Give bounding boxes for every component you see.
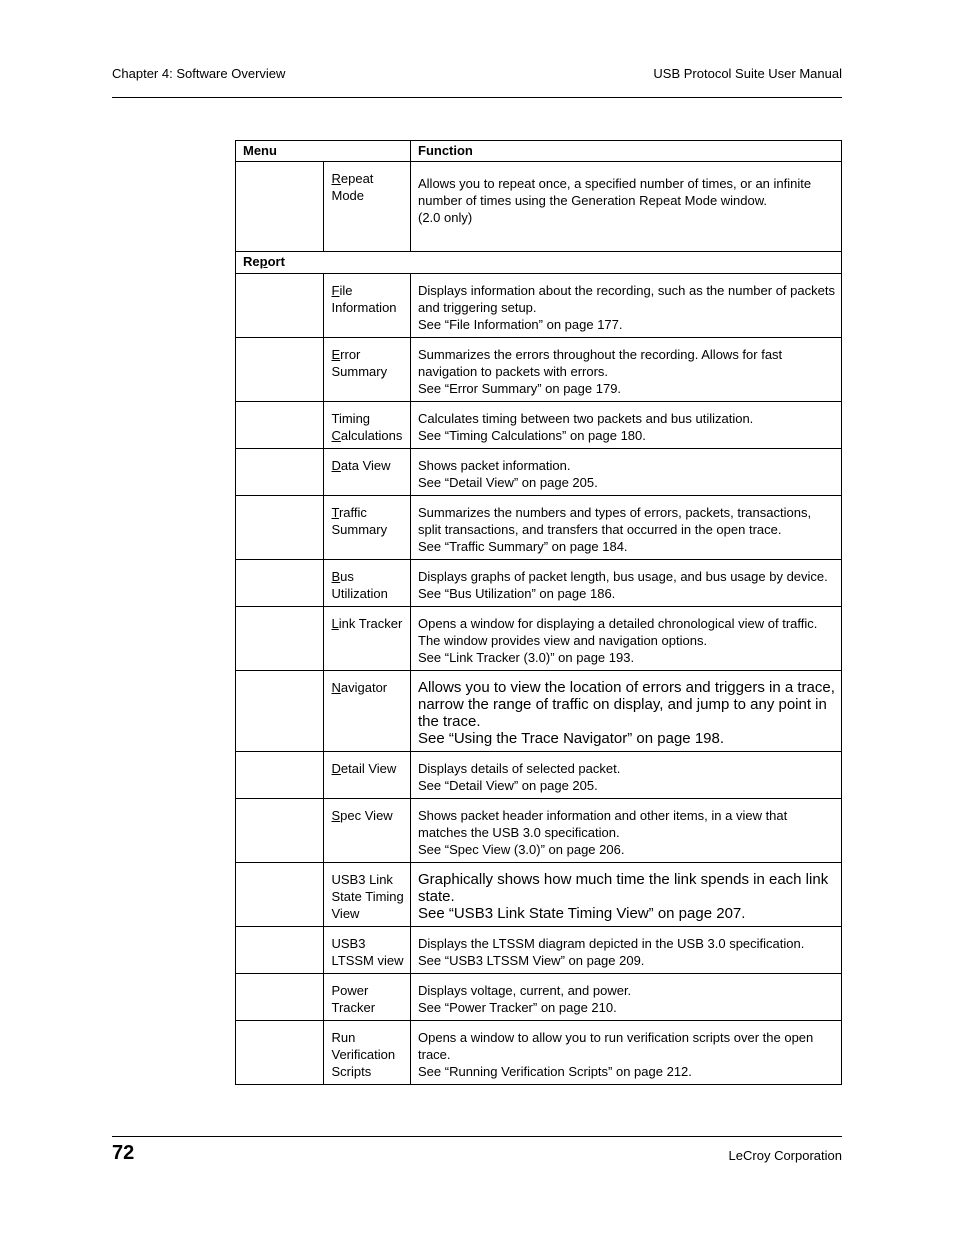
cross-reference: See “Detail View” on page 205. (418, 475, 598, 490)
function-description: Graphically shows how much time the link spends in each link state. (418, 871, 829, 905)
table-row (236, 402, 842, 449)
table-row (236, 1021, 842, 1085)
running-header-chapter: Chapter 4: Software Overview (112, 66, 286, 81)
menu-item-name: Link Tracker (323, 607, 411, 671)
table-row (236, 974, 842, 1021)
report-menu-table (235, 140, 842, 1085)
menu-item-name: Data View (323, 449, 411, 496)
menu-item-function (411, 927, 842, 974)
menu-item-name: File Information (323, 274, 411, 338)
cross-reference: See “Error Summary” on page 179. (418, 381, 622, 396)
function-description: Opens a window to allow you to run verification scripts over the open trace. (418, 1030, 814, 1062)
table-header-row (236, 141, 842, 162)
table-row (236, 338, 842, 402)
menu-item-name: Navigator (323, 671, 411, 752)
menu-item-function (411, 974, 842, 1021)
function-description: Summarizes the numbers and types of errors, packets, transactions, split transactions, and transfers that occurred in the open trace. (418, 505, 812, 537)
cross-reference: See “Timing Calculations” on page 180. (418, 428, 646, 443)
table-row (236, 162, 842, 252)
table-row (236, 671, 842, 752)
table-row (236, 752, 842, 799)
header-rule (112, 97, 842, 98)
menu-item-name: Bus Utilization (323, 560, 411, 607)
menu-item-function (411, 496, 842, 560)
function-description: Allows you to view the location of errors and triggers in a trace, narrow the range of traffic on display, and jump to any point in the trace. (418, 679, 835, 730)
table-row (236, 863, 842, 927)
menu-column-header: Menu (236, 141, 411, 162)
menu-item-function (411, 671, 842, 752)
page-number: 72 (112, 1142, 135, 1164)
menu-item-function (411, 752, 842, 799)
cross-reference: See “Using the Trace Navigator” on page 198. (418, 730, 725, 747)
table-row (236, 927, 842, 974)
menu-item-function (411, 1021, 842, 1085)
function-description: Displays information about the recording, such as the number of packets and triggering setup. (418, 283, 835, 315)
cross-reference: See “Link Tracker (3.0)” on page 193. (418, 650, 635, 665)
table-row (236, 496, 842, 560)
menu-item-function (411, 449, 842, 496)
function-description: Shows packet information. (418, 458, 571, 473)
table-row (236, 449, 842, 496)
footer-company: LeCroy Corporation (728, 1148, 842, 1163)
function-column-header: Function (411, 141, 842, 162)
function-description: Displays details of selected packet. (418, 761, 621, 776)
menu-item-name: Traffic Summary (323, 496, 411, 560)
menu-item-function (411, 560, 842, 607)
cross-reference: See “File Information” on page 177. (418, 317, 623, 332)
cross-reference: See “Detail View” on page 205. (418, 778, 598, 793)
cross-reference: See “USB3 Link State Timing View” on page 207. (418, 905, 746, 922)
menu-item-name: Power Tracker (323, 974, 411, 1021)
menu-item-name: Timing Calculations (323, 402, 411, 449)
section-row (236, 252, 842, 274)
menu-item-function (411, 274, 842, 338)
function-description: Summarizes the errors throughout the recording. Allows for fast navigation to packets with errors. (418, 347, 783, 379)
menu-item-function: Allows you to repeat once, a specified number of times, or an infinite number of times using the Generation Repeat Mode window. (2.0 only) (411, 162, 842, 252)
report-section-label: Report (236, 252, 842, 274)
footer-rule (112, 1136, 842, 1137)
table-row (236, 799, 842, 863)
menu-item-function (411, 607, 842, 671)
function-description: Displays the LTSSM diagram depicted in the USB 3.0 specification. (418, 936, 805, 951)
cross-reference: See “USB3 LTSSM View” on page 209. (418, 953, 645, 968)
menu-item-name: Repeat Mode (323, 162, 411, 252)
cross-reference: See “Power Tracker” on page 210. (418, 1000, 617, 1015)
menu-item-name: USB3 Link State Timing View (323, 863, 411, 927)
function-description: Displays voltage, current, and power. (418, 983, 632, 998)
menu-item-function (411, 799, 842, 863)
function-description: Shows packet header information and other items, in a view that matches the USB 3.0 specification. (418, 808, 788, 840)
table-row (236, 607, 842, 671)
function-description: Opens a window for displaying a detailed chronological view of traffic. The window provides view and navigation options. (418, 616, 818, 648)
menu-item-name: USB3 LTSSM view (323, 927, 411, 974)
menu-item-name: Spec View (323, 799, 411, 863)
function-description: Calculates timing between two packets and bus utilization. (418, 411, 754, 426)
menu-item-function (411, 338, 842, 402)
menu-item-function (411, 402, 842, 449)
cross-reference: See “Traffic Summary” on page 184. (418, 539, 628, 554)
running-header-manual-title: USB Protocol Suite User Manual (653, 66, 842, 81)
cross-reference: See “Bus Utilization” on page 186. (418, 586, 616, 601)
cross-reference: See “Spec View (3.0)” on page 206. (418, 842, 625, 857)
table-row (236, 560, 842, 607)
function-description: Displays graphs of packet length, bus usage, and bus usage by device. (418, 569, 828, 584)
menu-item-name: Run Verification Scripts (323, 1021, 411, 1085)
menu-item-function (411, 863, 842, 927)
cross-reference: See “Running Verification Scripts” on page 212. (418, 1064, 692, 1079)
menu-item-name: Detail View (323, 752, 411, 799)
table-row (236, 274, 842, 338)
menu-item-name: Error Summary (323, 338, 411, 402)
